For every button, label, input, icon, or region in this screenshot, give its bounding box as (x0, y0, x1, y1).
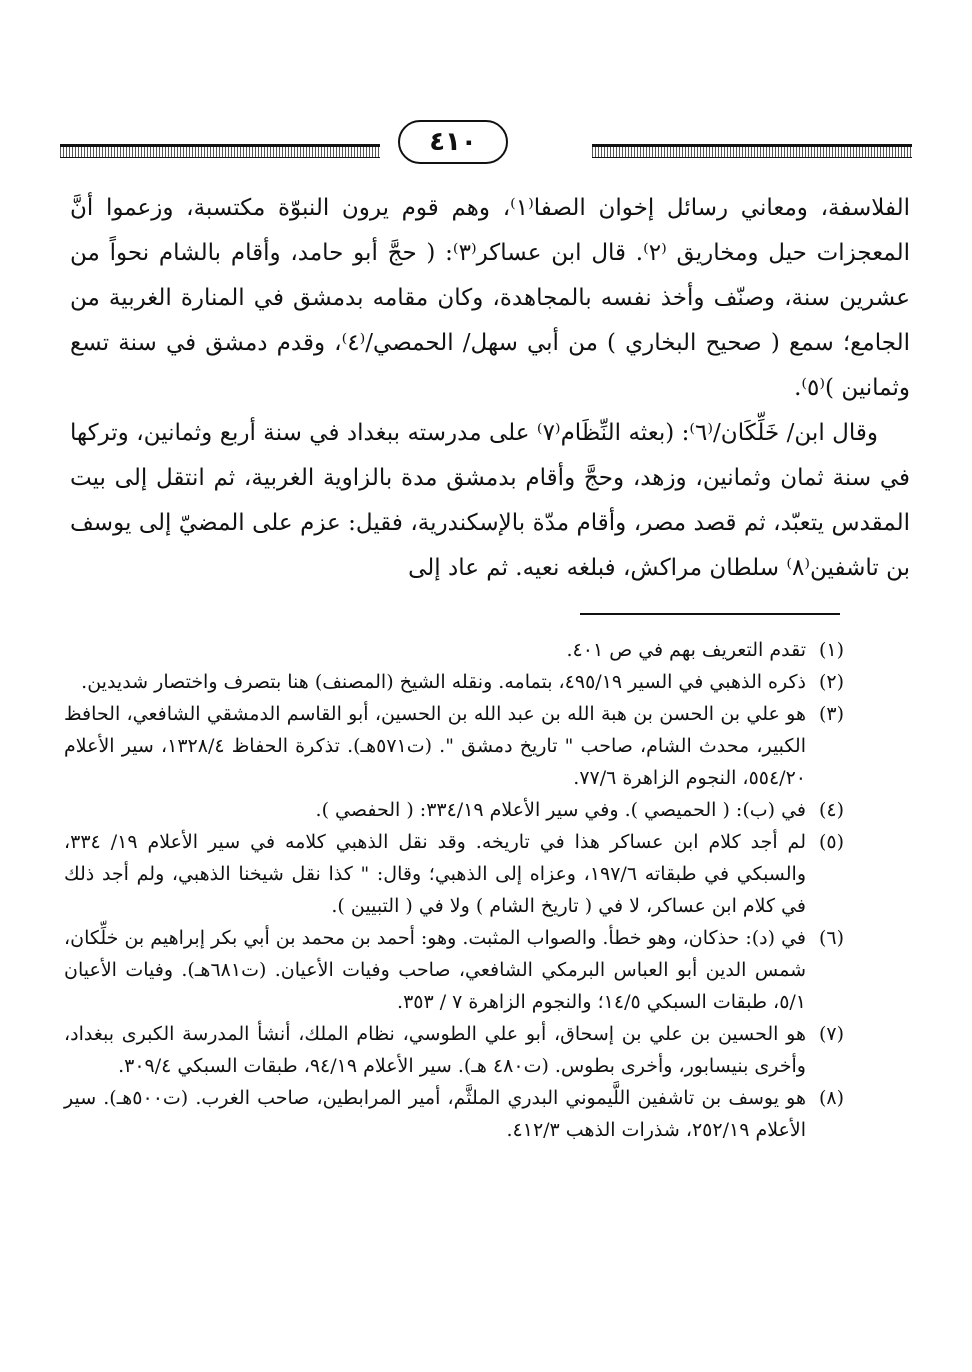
footnote-text: لم أجد كلام ابن عساكر هذا في تاريخه. وقد نقل الذهبي كلامه في سير الأعلام ١٩/ ٣٣٤، والسبكي في طبقاته ١٩٧/٦، وعزاه إلى الذهبي؛ وقال: " كذا نقل شيخنا الذهبي، ولم أجد ذلك في كلام ابن عساكر، لا في ( تاريخ الشام ) ولا في ( التبيين ). (64, 831, 807, 917)
header-rule-left (60, 144, 380, 158)
footnotes (64, 634, 844, 1146)
footnote-number: (٨) (818, 1087, 844, 1109)
footnote-number: (٧) (818, 1023, 844, 1045)
footnote (64, 1082, 844, 1146)
header-rule-right (592, 144, 912, 158)
footnote (64, 922, 844, 1018)
footnote-number: (١) (818, 639, 844, 661)
footnote-text: تقدم التعريف بهم في ص ٤٠١. (566, 639, 806, 661)
footnote-number: (٣) (818, 703, 844, 725)
footnote-number: (٦) (818, 927, 844, 949)
footnote-text: في (ب): ( الحميصي ). وفي سير الأعلام ٣٣٤/١٩: ( الحفصي ). (315, 799, 806, 821)
footnote (64, 826, 844, 922)
footnote-number: (٥) (818, 831, 844, 853)
footnote (64, 634, 844, 666)
body-paragraph: الفلاسفة، ومعاني رسائل إخوان الصفا⁽١⁾، وهم قوم يرون النبوّة مكتسبة، وزعموا أنَّ المعجزات حيل ومخاريق ⁽٢⁾. قال ابن عساكر⁽٣⁾: ( حجَّ أبو حامد، وأقام بالشام نحواً من عشرين سنة، وصنّف وأخذ نفسه بالمجاهدة، وكان مقامه بدمشق في المنارة الغربية من الجامع؛ سمع ( صحيح البخاري ) من أبي سهل/ الحمصي/⁽٤⁾، وقدم دمشق في سنة تسع وثمانين )⁽٥⁾. (70, 195, 911, 401)
footnote-text: هو الحسين بن علي بن إسحاق، أبو علي الطوسي، نظام الملك، أنشأ المدرسة الكبرى ببغداد، وأخرى بنيسابور، وأخرى بطوس. (ت٤٨٠ هـ). سير الأعلام ٩٤/١٩، طبقات السبكي ٣٠٩/٤. (64, 1023, 806, 1077)
footnote-text: هو علي بن الحسن بن هبة الله بن عبد الله بن الحسين، أبو القاسم الدمشقي الشافعي، الحافظ الكبير، محدث الشام، صاحب " تاريخ دمشق ". (ت٥٧١هـ). تذكرة الحفاظ ١٣٢٨/٤، سير الأعلام ٥٥٤/٢٠، النجوم الزاهرة ٧٧/٦. (64, 703, 806, 789)
footnote (64, 698, 844, 794)
footnote-text: هو يوسف بن تاشفين اللَّيموني البدري الملثَّم، أمير المرابطين، صاحب الغرب. (ت٥٠٠هـ). سير الأعلام ٢٥٢/١٩، شذرات الذهب ٤١٢/٣. (64, 1087, 806, 1141)
footnote-text: في (د): حذكان، وهو خطأ. والصواب المثبت. وهو: أحمد بن محمد بن أبي بكر إبراهيم بن خلِّكان، شمس الدين أبو العباس البرمكي الشافعي، صاحب وفيات الأعيان. (ت٦٨١هـ). وفيات الأعيان ٥/١، طبقات السبكي ١٤/٥؛ والنجوم الزاهرة ٧ / ٣٥٣. (64, 927, 806, 1013)
page-number: ٤١٠ (398, 120, 508, 164)
footnote-separator (580, 613, 840, 615)
main-text (70, 186, 910, 591)
page-header (60, 120, 912, 164)
footnote (64, 1018, 844, 1082)
body-paragraph: وقال ابن/ خَلِّكَان/⁽٦⁾: (بعثه النِّظَام⁽٧⁾ على مدرسته ببغداد في سنة أربع وثمانين، وتركها في سنة ثمان وثمانين، وزهد، وحجَّ وأقام بدمشق مدة بالزاوية الغربية، ثم انتقل إلى بيت المقدس يتعبّد، ثم قصد مصر، وأقام مدّة بالإسكندرية، فقيل: عزم على المضيّ إلى يوسف بن تاشفين⁽٨⁾ سلطان مراكش، فبلغه نعيه. ثم عاد إلى (70, 420, 910, 581)
footnote-number: (٢) (818, 671, 844, 693)
footnote (64, 794, 844, 826)
footnote (64, 666, 844, 698)
footnote-number: (٤) (818, 799, 844, 821)
footnote-text: ذكره الذهبي في السير ٤٩٥/١٩، بتمامه. ونقله الشيخ (المصنف) هنا بتصرف واختصار شديدين. (81, 671, 806, 693)
